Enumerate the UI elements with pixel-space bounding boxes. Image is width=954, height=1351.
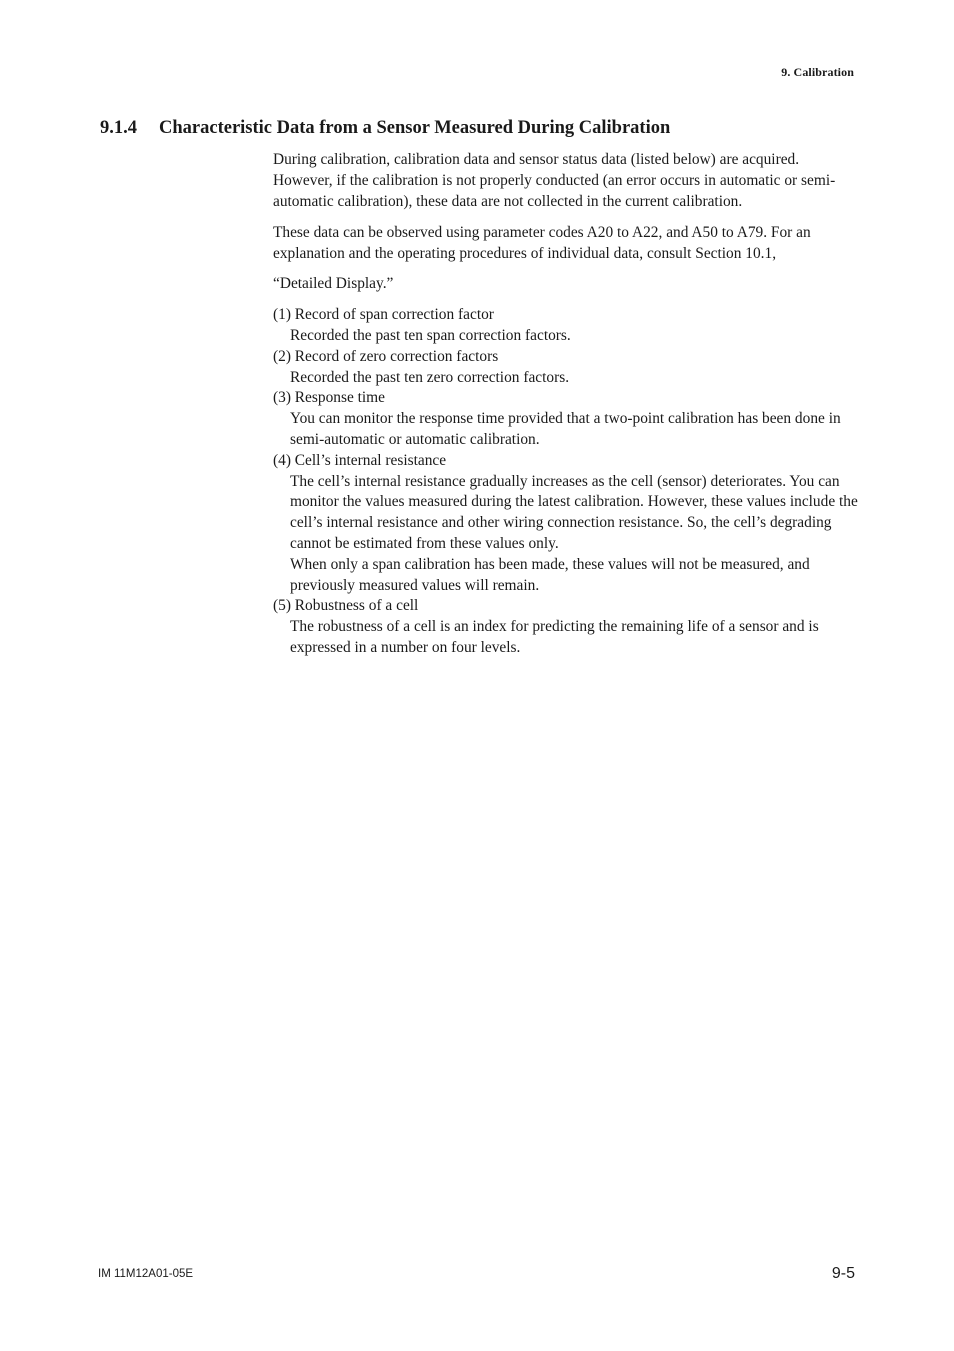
section-title: Characteristic Data from a Sensor Measured During Calibration bbox=[159, 118, 671, 138]
parameter-codes-paragraph: These data can be observed using parameter codes A20 to A22, and A50 to A79. For an explanation and the operating procedures of individual data, consult Section 10.1, bbox=[273, 223, 811, 262]
list-item-description: The cell’s internal resistance gradually increases as the cell (sensor) deteriorates. You can monitor the values measured during the latest calibration. However, these values include the cell’s internal resistance and other wiring connection resistance. So, the cell’s degrading cannot be estimated from these values only. bbox=[290, 472, 858, 553]
list-item bbox=[273, 347, 858, 389]
list-item-title: (2) Record of zero correction factors bbox=[273, 347, 499, 365]
list-item-description: Recorded the past ten zero correction factors. bbox=[290, 368, 570, 386]
list-item-title: (4) Cell’s internal resistance bbox=[273, 451, 447, 469]
body-text bbox=[273, 150, 858, 659]
intro-paragraph: During calibration, calibration data and sensor status data (listed below) are acquired. However, if the calibration is not properly conducted (an error occurs in automatic or semi-automatic calibration), these data are not collected in the current calibration. bbox=[273, 151, 836, 210]
list-item bbox=[273, 596, 858, 658]
list-item-title: (5) Robustness of a cell bbox=[273, 597, 419, 615]
list-item-description: Recorded the past ten span correction factors. bbox=[290, 327, 571, 345]
section-heading bbox=[100, 117, 860, 139]
list-item-title: (1) Record of span correction factor bbox=[273, 306, 494, 324]
list-item-description: The robustness of a cell is an index for predicting the remaining life of a sensor and is expressed in a number on four levels. bbox=[290, 618, 819, 657]
section-number: 9.1.4 bbox=[100, 118, 137, 138]
list-item-description: You can monitor the response time provided that a two-point calibration has been done in semi-automatic or automatic calibration. bbox=[290, 410, 841, 449]
list-item-title: (3) Response time bbox=[273, 389, 385, 407]
list-item bbox=[273, 388, 858, 450]
list-item bbox=[273, 305, 858, 347]
list-item-description: When only a span calibration has been made, these values will not be measured, and previously measured values will remain. bbox=[290, 555, 810, 594]
running-header: 9. Calibration bbox=[781, 65, 854, 79]
list-item bbox=[273, 451, 858, 597]
footer-document-number: IM 11M12A01-05E bbox=[98, 1268, 194, 1280]
footer-page-number: 9-5 bbox=[831, 1265, 855, 1282]
section-reference-paragraph: “Detailed Display.” bbox=[273, 274, 394, 292]
